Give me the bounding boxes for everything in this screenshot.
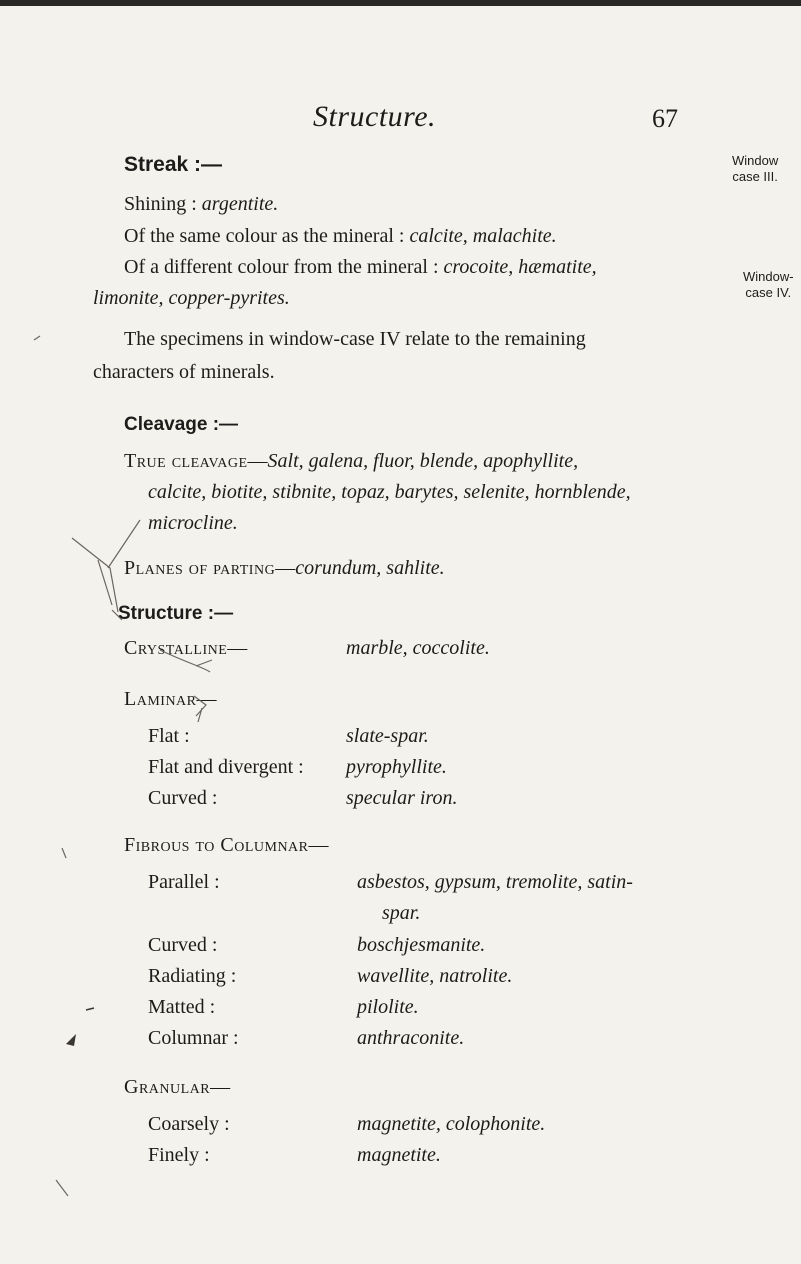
curved-label: Curved :: [148, 787, 218, 809]
flat-label: Flat :: [148, 725, 190, 747]
pencil-line: [62, 848, 66, 858]
cleavage-heading: Cleavage :—: [124, 414, 239, 435]
columnar-value: anthraconite.: [357, 1027, 465, 1049]
laminar-label: Laminar—: [124, 688, 217, 710]
finely-value: magnetite.: [357, 1144, 441, 1166]
radiating-label: Radiating :: [148, 965, 237, 987]
true-cleavage-continued-2: microcline.: [148, 512, 238, 534]
curved2-value: boschjesmanite.: [357, 934, 486, 956]
sidenote-line: Window-: [743, 269, 794, 284]
label: True cleavage: [124, 450, 248, 472]
label: Of a different colour from the mineral :: [124, 256, 439, 278]
intro-line-1: The specimens in window-case IV relate to the remaining: [124, 328, 586, 350]
flat-divergent-value: pyrophyllite.: [346, 756, 447, 778]
true-cleavage-continued: calcite, biotite, stibnite, topaz, barytes, selenite, hornblende,: [148, 481, 631, 503]
sidenote-line: case III.: [732, 169, 778, 184]
pencil-line: [160, 650, 210, 672]
curved-value: specular iron.: [346, 787, 458, 809]
streak-heading: Streak :—: [124, 153, 223, 176]
label: Of the same colour as the mineral :: [124, 225, 405, 247]
dash: —: [275, 557, 296, 579]
radiating-value: wavellite, natrolite.: [357, 965, 513, 987]
parallel-value: asbestos, gypsum, tremolite, satin-: [357, 871, 633, 893]
columnar-label: Columnar :: [148, 1027, 239, 1049]
pencil-line: [34, 336, 40, 340]
coarsely-value: magnetite, colophonite.: [357, 1113, 546, 1135]
finely-label: Finely :: [148, 1144, 210, 1166]
flat-value: slate-spar.: [346, 725, 429, 747]
mineral-list: corundum, sahlite.: [295, 557, 445, 579]
sidenote-line: case IV.: [745, 285, 792, 300]
mineral-list: argentite.: [201, 193, 279, 215]
crystalline-value: marble, coccolite.: [346, 637, 490, 659]
dash: —: [247, 450, 268, 472]
ink-mark: [86, 1008, 94, 1010]
matted-label: Matted :: [148, 996, 216, 1018]
curved2-label: Curved :: [148, 934, 218, 956]
coarsely-label: Coarsely :: [148, 1113, 230, 1135]
parallel-label: Parallel :: [148, 871, 220, 893]
fibrous-label: Fibrous to Columnar—: [124, 834, 329, 856]
sidenote-line: Window: [732, 153, 779, 168]
running-head-title: Structure.: [313, 100, 437, 133]
matted-value: pilolite.: [357, 996, 419, 1018]
pencil-line: [108, 520, 140, 568]
flat-divergent-label: Flat and divergent :: [148, 756, 304, 778]
ink-mark: [66, 1034, 76, 1046]
mineral-list-continued: limonite, copper-pyrites.: [93, 287, 290, 309]
page-number: 67: [652, 104, 678, 133]
mineral-list: calcite, malachite.: [409, 225, 557, 247]
pencil-line: [198, 708, 202, 722]
crystalline-label: Crystalline—: [124, 637, 248, 659]
structure-heading: Structure :—: [118, 603, 234, 624]
pencil-line: [112, 610, 122, 620]
parallel-value-continued: spar.: [382, 902, 421, 924]
pencil-line: [98, 560, 112, 605]
label: Shining :: [124, 193, 197, 215]
label: Planes of parting: [124, 557, 276, 579]
mineral-list: crocoite, hæmatite,: [443, 256, 597, 278]
intro-line-2: characters of minerals.: [93, 361, 275, 383]
pencil-line: [196, 660, 212, 666]
mineral-list: Salt, galena, fluor, blende, apophyllite,: [267, 450, 579, 472]
granular-label: Granular—: [124, 1076, 231, 1098]
pencil-line: [56, 1180, 68, 1196]
